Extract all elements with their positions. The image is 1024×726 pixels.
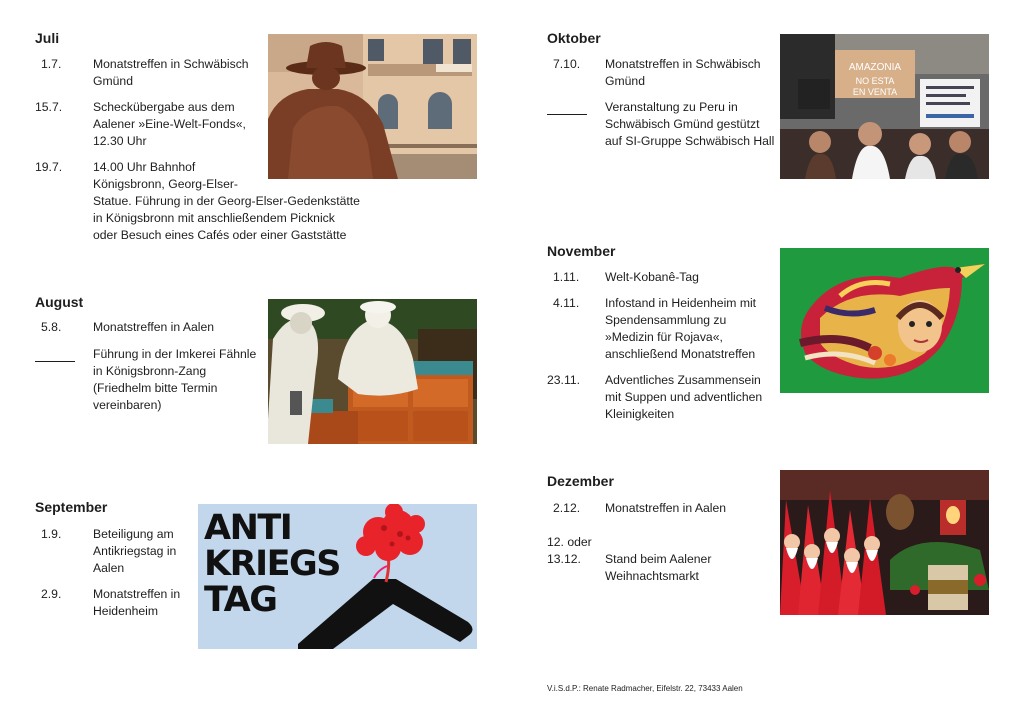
month-title-oktober: Oktober xyxy=(547,30,601,46)
event-date: 12. oder 13.12. xyxy=(547,535,592,566)
event-date: 1.9. xyxy=(41,527,62,541)
month-title-august: August xyxy=(35,294,84,310)
date-placeholder-line xyxy=(35,361,75,362)
event-date: 7.10. xyxy=(553,57,581,71)
event-text: Führung in der Imkerei Fähnle in Königsbronn-Zang (Friedhelm bitte Termin vereinbaren) xyxy=(93,347,257,412)
imprint-line: V.i.S.d.P.: Renate Radmacher, Eifelstr. 22, 73433 Aalen xyxy=(547,684,743,693)
month-title-dezember: Dezember xyxy=(547,473,614,489)
event-date: 5.8. xyxy=(41,320,62,334)
christmas-market-photo xyxy=(780,470,989,615)
event-text: 14.00 Uhr Bahnhof Königsbronn, Georg-Elser- Statue. Führung in der Georg-Elser-Gedenkstätte in Königsbronn mit anschließendem Picknick oder Besuch eines Cafés oder einer Gaststätte xyxy=(93,160,360,242)
event-text: Monatstreffen in Aalen xyxy=(605,501,727,515)
antikriegstag-poster xyxy=(198,504,477,649)
beekeeping-photo xyxy=(268,299,477,444)
event-text: Monatstreffen in Schwäbisch Gmünd xyxy=(93,57,249,88)
event-text: Monatstreffen in Aalen xyxy=(93,320,215,334)
carnation-rocket-icon xyxy=(198,504,477,649)
peru-protest-photo xyxy=(780,34,989,179)
event-date: 1.7. xyxy=(41,57,62,71)
svg-text:NO ESTA: NO ESTA xyxy=(855,76,895,86)
event-date: 4.11. xyxy=(553,296,580,310)
kobane-bird-illustration xyxy=(780,248,989,393)
month-title-juli: Juli xyxy=(35,30,60,46)
svg-text:AMAZONIA: AMAZONIA xyxy=(848,62,902,73)
poster-line-kriegs: KRIEGS xyxy=(204,544,340,584)
poster-line-tag: TAG xyxy=(204,580,277,620)
poster-line-anti: ANTI xyxy=(204,508,292,548)
event-date: 15.7. xyxy=(35,100,63,114)
event-text: Monatstreffen in Heidenheim xyxy=(93,587,181,618)
event-text: Monatstreffen in Schwäbisch Gmünd xyxy=(605,57,761,88)
month-title-september: September xyxy=(35,499,108,515)
event-text: Beteiligung am Antikriegstag in Aalen xyxy=(93,527,177,575)
date-placeholder-line xyxy=(547,114,587,115)
event-text: Scheckübergabe aus dem Aalener »Eine-Welt-Fonds«, 12.30 Uhr xyxy=(93,100,246,148)
event-text: Veranstaltung zu Peru in Schwäbisch Gmünd gestützt auf SI-Gruppe Schwäbisch Hall xyxy=(605,100,775,148)
event-date: 19.7. xyxy=(35,160,63,174)
event-date: 23.11. xyxy=(547,373,580,387)
event-date: 1.11. xyxy=(553,270,580,284)
event-date: 2.12. xyxy=(553,501,581,515)
georg-elser-statue-photo xyxy=(268,34,477,179)
month-title-november: November xyxy=(547,243,616,259)
svg-text:EN VENTA: EN VENTA xyxy=(852,87,898,97)
event-text: Welt-Kobanê-Tag xyxy=(605,270,699,284)
event-text: Adventliches Zusammensein mit Suppen und adventlichen Kleinigkeiten xyxy=(605,373,763,421)
event-date: 2.9. xyxy=(41,587,62,601)
event-text: Infostand in Heidenheim mit Spendensammlung zu »Medizin für Rojava«, anschließend Monatstreffen xyxy=(605,296,757,361)
event-text: Stand beim Aalener Weihnachtsmarkt xyxy=(605,552,712,583)
